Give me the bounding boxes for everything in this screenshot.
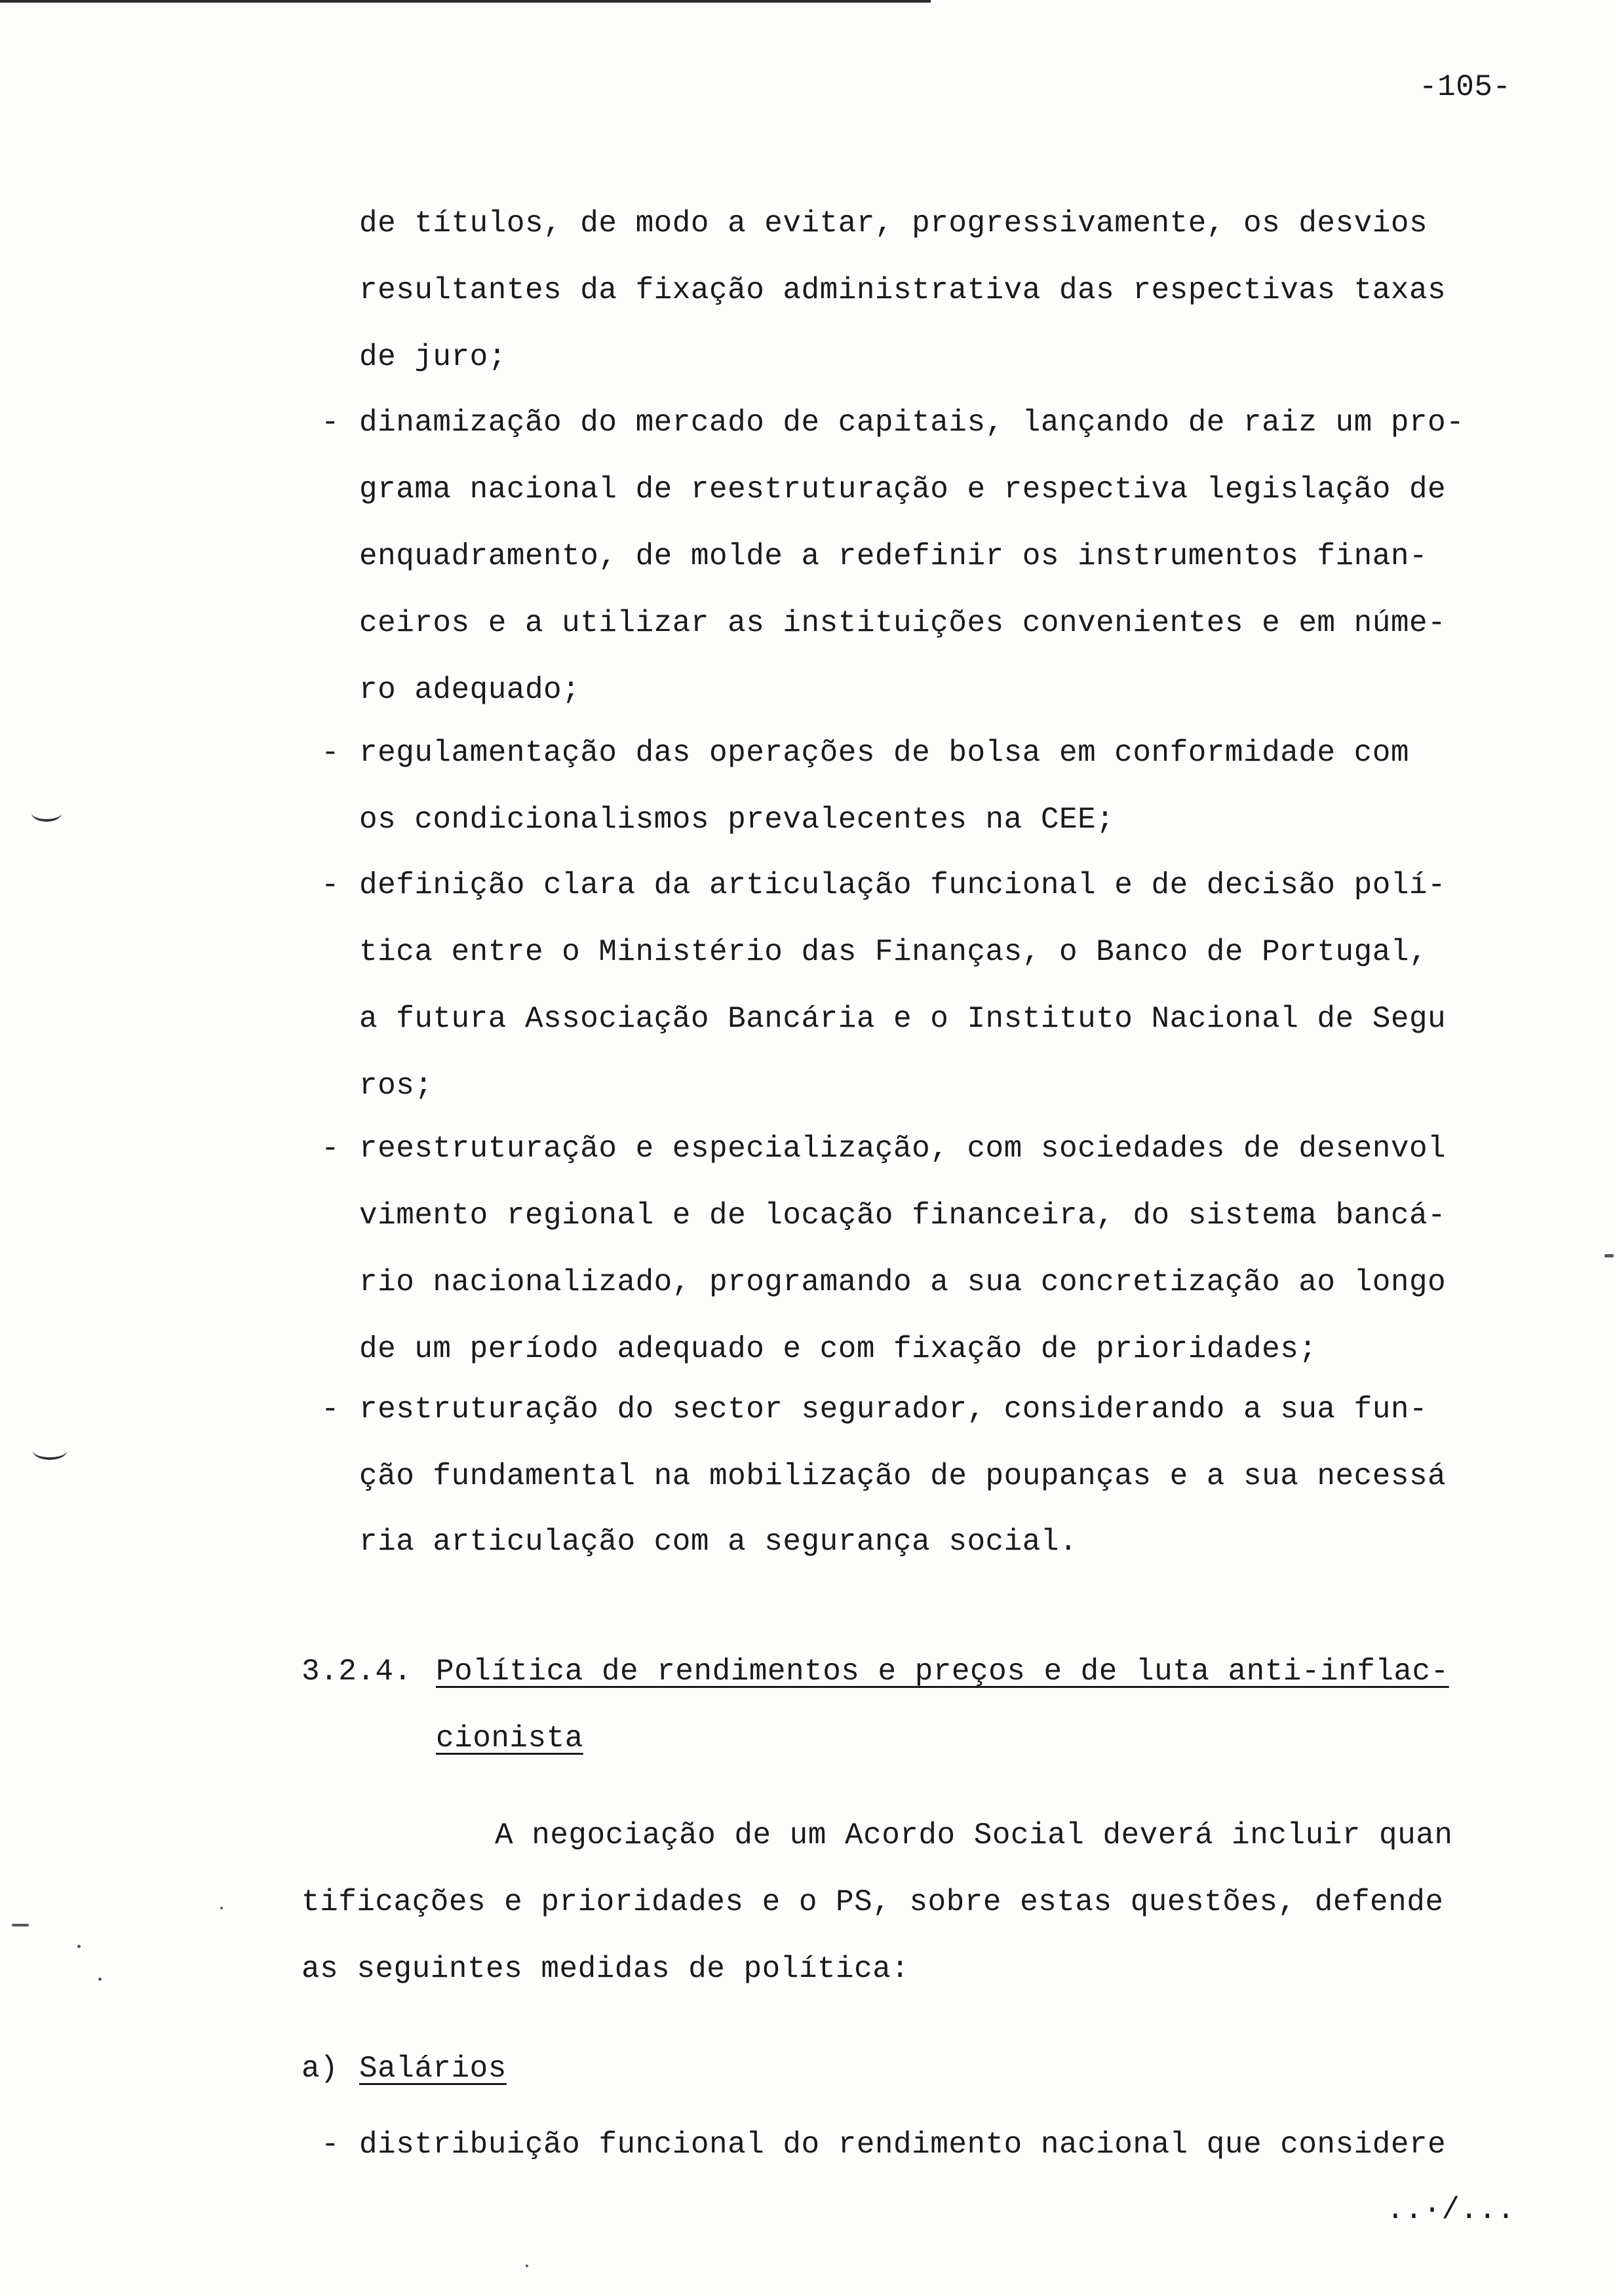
section-title: Política de rendimentos e preços e de luta anti-inflac- (436, 1655, 1449, 1689)
list-bullet-dash: - (321, 406, 340, 440)
list-bullet-dash: - (321, 1132, 340, 1166)
text-line: reestruturação e especialização, com sociedades de desenvol (359, 1132, 1447, 1166)
text-line: dinamização do mercado de capitais, lançando de raiz um pro- (359, 406, 1465, 440)
scan-artifact (98, 1978, 102, 1981)
scan-artifact (1605, 1254, 1614, 1257)
text-line: ceiros e a utilizar as instituições convenientes e em núme- (359, 606, 1447, 640)
subsection-title: Salários (359, 2052, 507, 2086)
text-line: de títulos, de modo a evitar, progressivamente, os desvios (359, 206, 1428, 240)
text-line: distribuição funcional do rendimento nacional que considere (359, 2128, 1447, 2162)
section-title-continued: cionista (436, 1721, 583, 1755)
text-line: ção fundamental na mobilização de poupanças e a sua necessá (359, 1459, 1447, 1493)
list-bullet-dash: - (321, 2128, 340, 2162)
text-line: ro adequado; (359, 673, 581, 707)
scan-artifact (77, 1945, 81, 1948)
list-bullet-dash: - (321, 1392, 340, 1426)
paragraph-line: as seguintes medidas de política: (302, 1952, 910, 1986)
top-border-rule (0, 0, 931, 3)
scan-artifact (33, 1442, 67, 1460)
paragraph-line: A negociação de um Acordo Social deverá incluir quan (495, 1818, 1453, 1852)
text-line: regulamentação das operações de bolsa em conformidade com (359, 736, 1409, 770)
text-line: resultantes da fixação administrativa das respectivas taxas (359, 273, 1447, 307)
scan-artifact (31, 805, 62, 822)
scan-artifact (12, 1924, 29, 1926)
section-number: 3.2.4. (302, 1655, 412, 1689)
subsection-label: a) (302, 2052, 339, 2086)
text-line: vimento regional e de locação financeira, do sistema bancá- (359, 1198, 1447, 1233)
list-bullet-dash: - (321, 868, 340, 902)
paragraph-line: tificações e prioridades e o PS, sobre estas questões, defende (302, 1885, 1444, 1919)
scan-artifact (220, 1907, 223, 1909)
text-line: de um período adequado e com fixação de prioridades; (359, 1332, 1317, 1366)
continuation-mark: ..·/... (1386, 2193, 1515, 2227)
text-line: de juro; (359, 340, 507, 374)
text-line: rio nacionalizado, programando a sua concretização ao longo (359, 1265, 1447, 1299)
text-line: ria articulação com a segurança social. (359, 1525, 1078, 1559)
list-bullet-dash: - (321, 736, 340, 770)
page-number: -105- (1419, 70, 1511, 104)
text-line: os condicionalismos prevalecentes na CEE; (359, 803, 1115, 837)
text-line: enquadramento, de molde a redefinir os instrumentos finan- (359, 539, 1428, 573)
scan-artifact (526, 2265, 528, 2267)
text-line: restruturação do sector segurador, considerando a sua fun- (359, 1392, 1428, 1426)
text-line: definição clara da articulação funcional e de decisão polí- (359, 868, 1447, 902)
text-line: tica entre o Ministério das Finanças, o Banco de Portugal, (359, 935, 1428, 969)
text-line: a futura Associação Bancária e o Instituto Nacional de Segu (359, 1002, 1447, 1036)
text-line: grama nacional de reestruturação e respectiva legislação de (359, 472, 1447, 507)
text-line: ros; (359, 1069, 433, 1103)
